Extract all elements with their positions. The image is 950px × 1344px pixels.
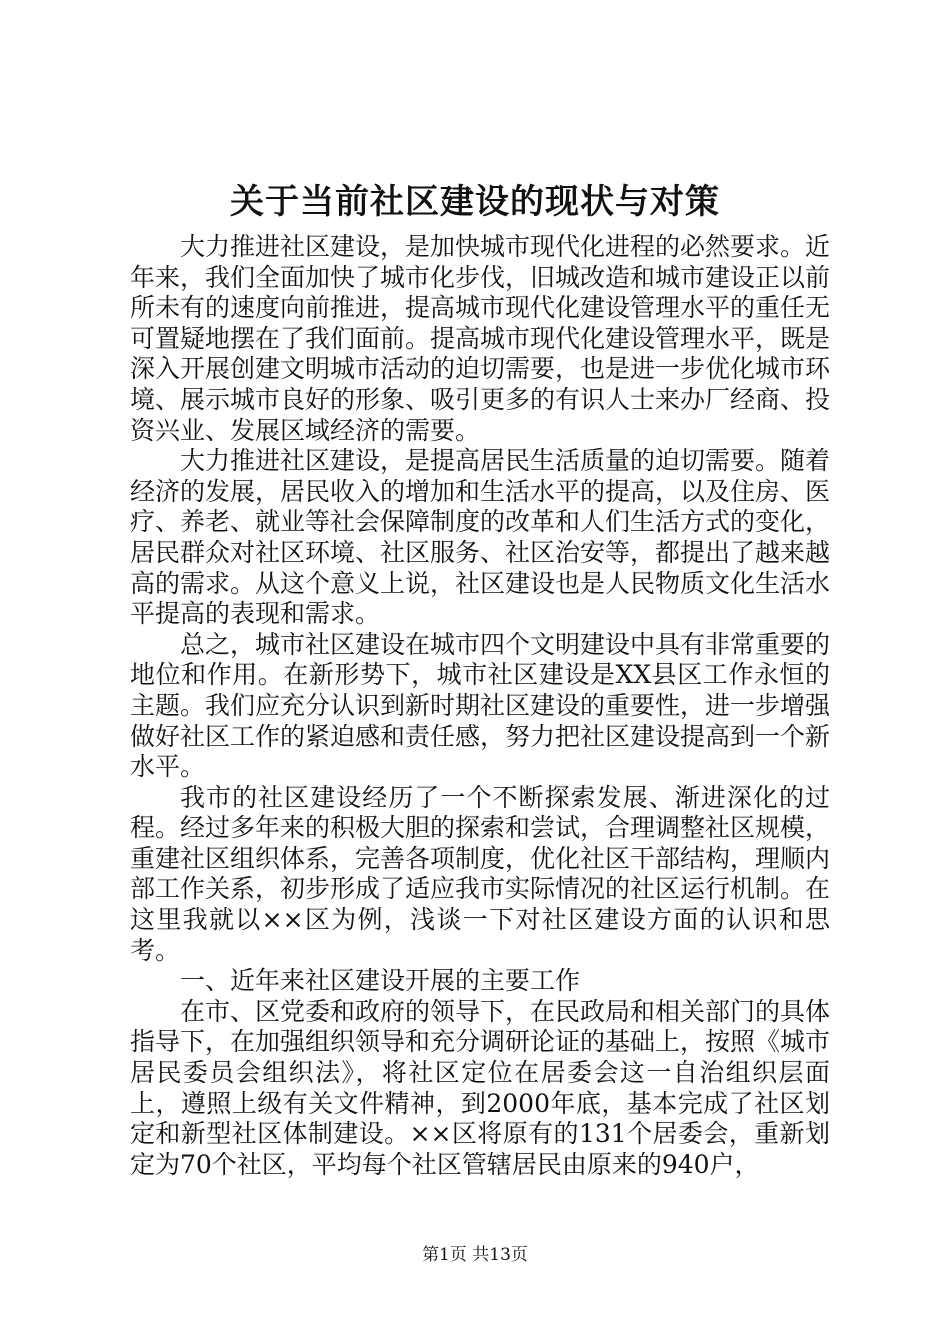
page-footer: 第1页 共13页 bbox=[422, 1245, 528, 1265]
document-body bbox=[130, 232, 830, 1180]
section-heading: 一、近年来社区建设开展的主要工作 bbox=[180, 966, 581, 996]
paragraph: 大力推进社区建设，是加快城市现代化进程的必然要求。近年来，我们全面加快了城市化步伐，旧城改造和城市建设正以前所未有的速度向前推进，提高城市现代化建设管理水平的重任无可置疑地摆在了我们面前。提高城市现代化建设管理水平，既是深入开展创建文明城市活动的迫切需要，也是进一步优化城市环境、展示城市良好的形象、吸引更多的有识人士来办厂经商、投资兴业、发展区域经济的需要。 bbox=[130, 232, 831, 445]
paragraph: 在市、区党委和政府的领导下，在民政局和相关部门的具体指导下，在加强组织领导和充分调研论证的基础上，按照《城市居民委员会组织法》，将社区定位在居委会这一自治组织层面上，遵照上级有关文件精神，到2000年底，基本完成了社区划定和新型社区体制建设。××区将原有的131个居委会，重新划定为70个社区，平均每个社区管辖居民由原来的940户， bbox=[130, 996, 831, 1179]
document-title: 关于当前社区建设的现状与对策 bbox=[230, 182, 720, 222]
paragraph: 总之，城市社区建设在城市四个文明建设中具有非常重要的地位和作用。在新形势下，城市社区建设是XX县区工作永恒的主题。我们应充分认识到新时期社区建设的重要性，进一步增强做好社区工作的紧迫感和责任感，努力把社区建设提高到一个新水平。 bbox=[130, 629, 831, 782]
paragraph: 大力推进社区建设，是提高居民生活质量的迫切需要。随着经济的发展，居民收入的增加和生活水平的提高，以及住房、医疗、养老、就业等社会保障制度的改革和人们生活方式的变化，居民群众对社区环境、社区服务、社区治安等，都提出了越来越高的需求。从这个意义上说，社区建设也是人民物质文化生活水平提高的表现和需求。 bbox=[130, 446, 831, 629]
paragraph: 我市的社区建设经历了一个不断探索发展、渐进深化的过程。经过多年来的积极大胆的探索和尝试，合理调整社区规模，重建社区组织体系，完善各项制度，优化社区干部结构，理顺内部工作关系，初步形成了适应我市实际情况的社区运行机制。在这里我就以××区为例，浅谈一下对社区建设方面的认识和思考。 bbox=[130, 782, 831, 965]
